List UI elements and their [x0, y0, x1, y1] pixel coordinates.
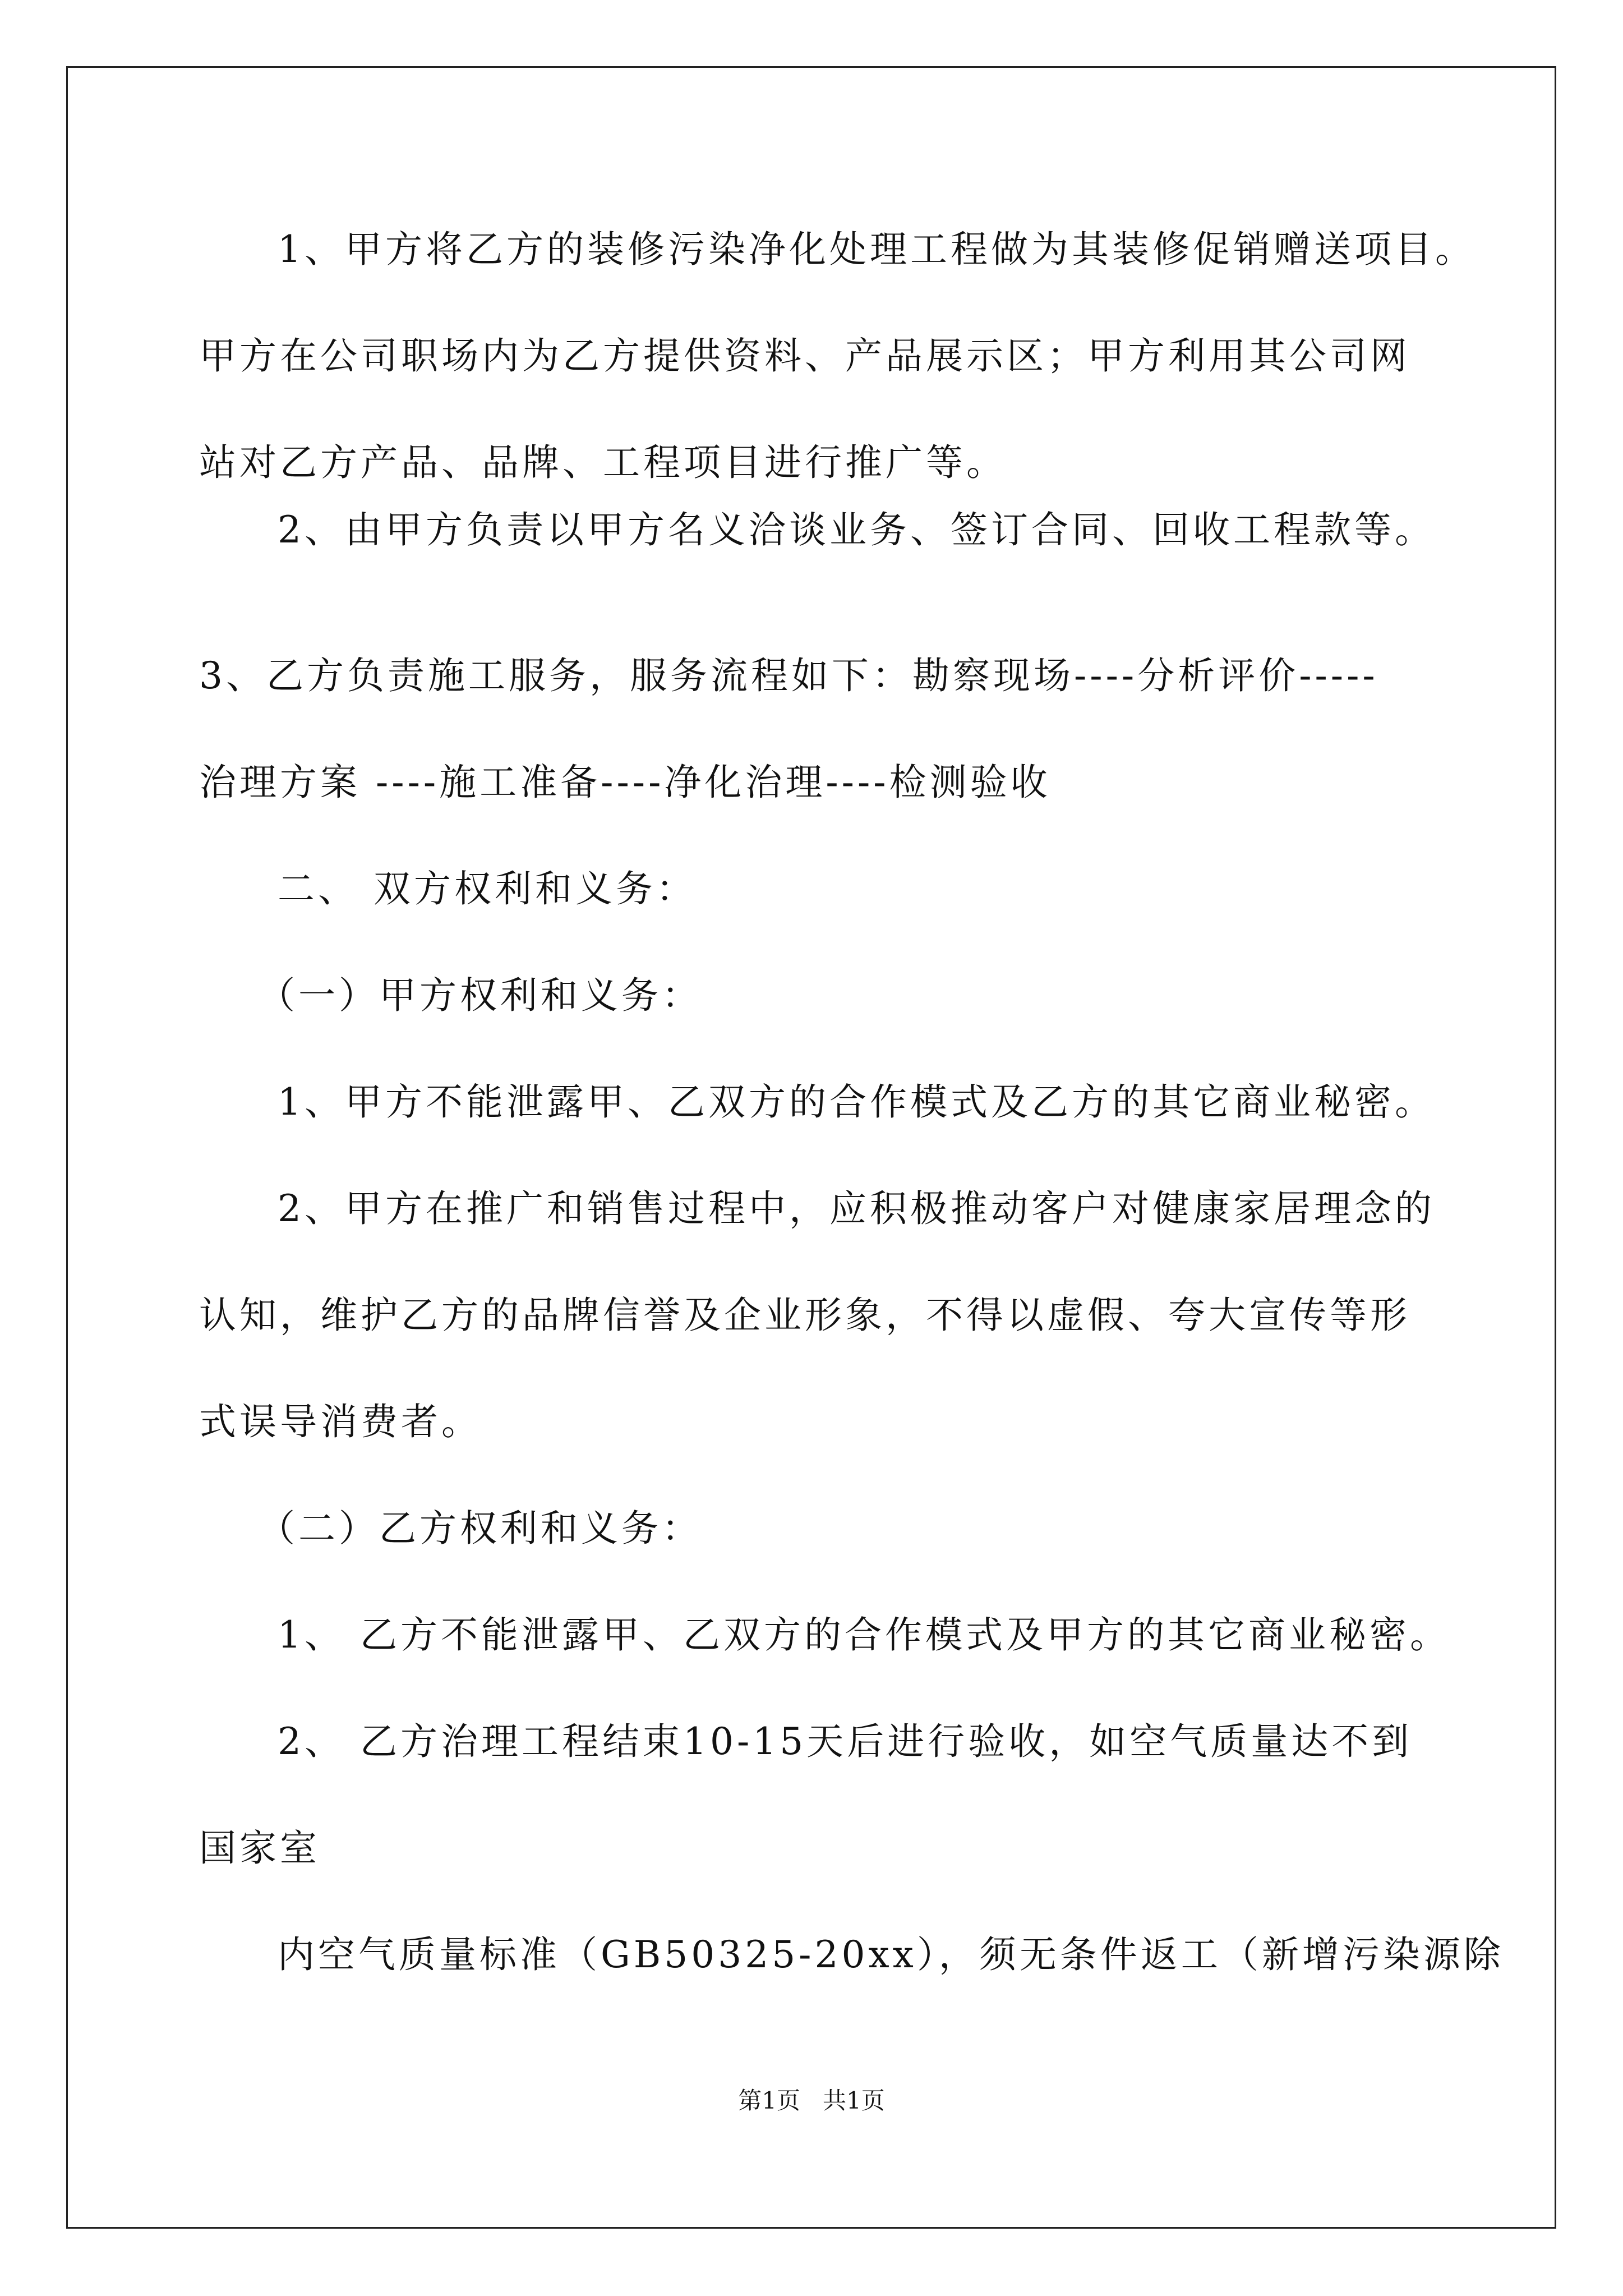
paragraph-line-6: 治理方案 ----施工准备----净化治理----检测验收 — [199, 761, 1051, 804]
paragraph-line-1: 1、甲方将乙方的装修污染净化处理工程做为其装修促销赠送项目。 — [278, 228, 1476, 271]
paragraph-line-11: 认知，维护乙方的品牌信誉及企业形象，不得以虚假、夸大宣传等形 — [199, 1294, 1410, 1337]
subsection-heading-party-b: （二）乙方权利和义务： — [258, 1507, 702, 1550]
paragraph-line-16: 国家室 — [199, 1826, 320, 1870]
page-border — [66, 66, 1556, 2229]
paragraph-line-4: 2、由甲方负责以甲方名义洽谈业务、签订合同、回收工程款等。 — [278, 508, 1435, 551]
paragraph-line-10: 2、甲方在推广和销售过程中，应积极推动客户对健康家居理念的 — [278, 1187, 1435, 1230]
paragraph-line-14: 1、 乙方不能泄露甲、乙双方的合作模式及甲方的其它商业秘密。 — [278, 1613, 1450, 1657]
paragraph-line-9: 1、甲方不能泄露甲、乙双方的合作模式及乙方的其它商业秘密。 — [278, 1080, 1435, 1124]
paragraph-line-2: 甲方在公司职场内为乙方提供资料、产品展示区；甲方利用其公司网 — [199, 334, 1410, 378]
paragraph-line-5: 3、乙方负责施工服务，服务流程如下：勘察现场----分析评价----- — [199, 654, 1378, 697]
subsection-heading-party-a: （一）甲方权利和义务： — [258, 974, 702, 1017]
paragraph-line-3: 站对乙方产品、品牌、工程项目进行推广等。 — [199, 441, 1007, 484]
paragraph-line-17: 内空气质量标准（GB50325-20xx），须无条件返工（新增污染源除 — [278, 1933, 1504, 1976]
page-number-footer: 第1页 共1页 — [738, 2087, 885, 2114]
paragraph-line-12: 式误导消费者。 — [199, 1400, 482, 1443]
section-heading-rights: 二、 双方权利和义务： — [278, 867, 697, 910]
paragraph-line-15: 2、 乙方治理工程结束10-15天后进行验收，如空气质量达不到 — [278, 1720, 1413, 1763]
